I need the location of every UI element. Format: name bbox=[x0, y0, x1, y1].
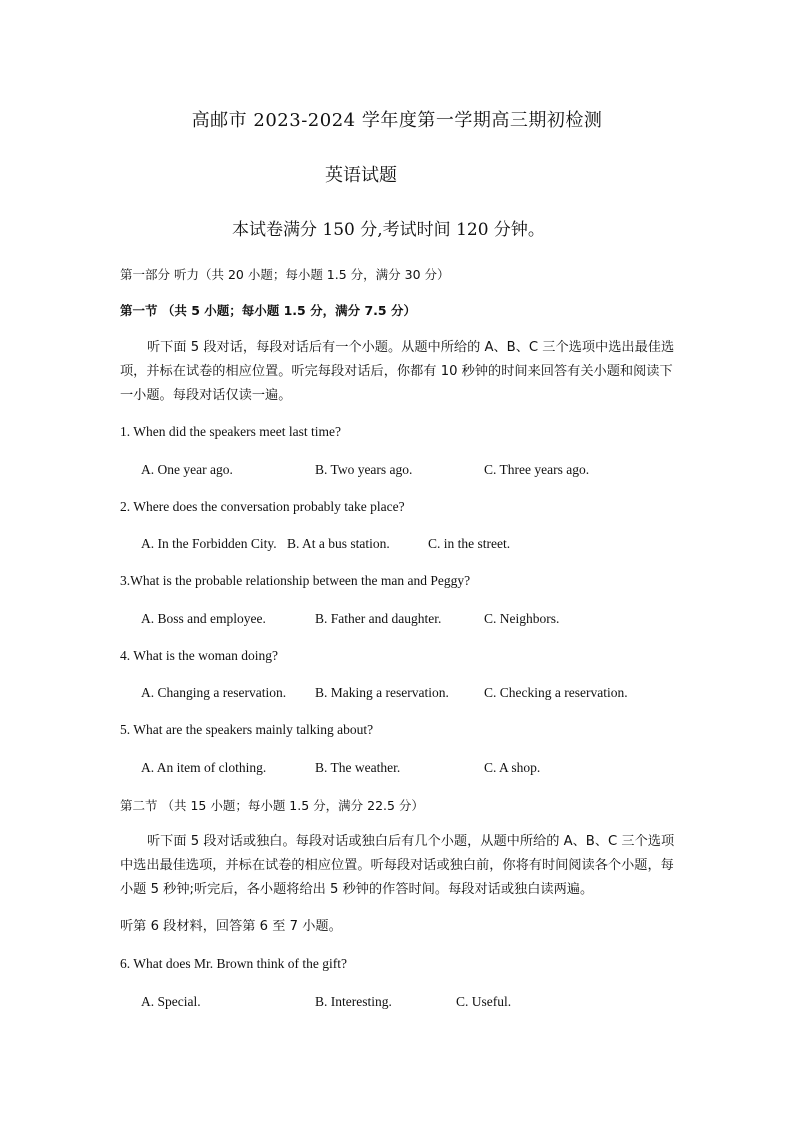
section2-heading: 第二节 （共 15 小题；每小题 1.5 分，满分 22.5 分） bbox=[120, 798, 424, 813]
q2-option-b: B. At a bus station. bbox=[287, 536, 390, 551]
q6-option-a: A. Special. bbox=[141, 994, 201, 1009]
q3-option-a: A. Boss and employee. bbox=[141, 611, 266, 626]
q1-option-a: A. One year ago. bbox=[141, 462, 233, 477]
q3-option-b: B. Father and daughter. bbox=[315, 611, 442, 626]
question-2: 2. Where does the conversation probably take place? bbox=[120, 499, 405, 514]
section1-heading: 第一节 （共 5 小题；每小题 1.5 分，满分 7.5 分） bbox=[120, 303, 416, 318]
q4-option-c: C. Checking a reservation. bbox=[484, 685, 628, 700]
exam-title: 高邮市 2023-2024 学年度第一学期高三期初检测 bbox=[191, 110, 603, 131]
question-5: 5. What are the speakers mainly talking about? bbox=[120, 722, 374, 737]
q4-option-a: A. Changing a reservation. bbox=[141, 685, 287, 700]
question-1: 1. When did the speakers meet last time? bbox=[120, 424, 341, 439]
question-6: 6. What does Mr. Brown think of the gift? bbox=[120, 956, 347, 971]
part1-heading: 第一部分 听力（共 20 小题；每小题 1.5 分，满分 30 分） bbox=[120, 267, 450, 282]
exam-meta: 本试卷满分 150 分,考试时间 120 分钟。 bbox=[232, 220, 545, 240]
q3-option-c: C. Neighbors. bbox=[484, 611, 560, 626]
section1-instructions: 听下面 5 段对话，每段对话后有一个小题。从题中所给的 A、B、C 三个选项中选出最佳选项，并标在试卷的相应位置。听完每段对话后，你都有 10 秒钟的时间来回答有关小题和阅读下一小题。每段对话仅读一遍。 bbox=[120, 340, 675, 403]
q5-option-a: A. An item of clothing. bbox=[141, 760, 267, 775]
q6-option-c: C. Useful. bbox=[456, 994, 512, 1009]
q6-option-b: B. Interesting. bbox=[315, 994, 392, 1009]
q1-option-c: C. Three years ago. bbox=[484, 462, 590, 477]
subject-title: 英语试题 bbox=[325, 165, 397, 186]
question-3: 3.What is the probable relationship between the man and Peggy? bbox=[120, 573, 471, 588]
q5-option-b: B. The weather. bbox=[315, 760, 401, 775]
q4-option-b: B. Making a reservation. bbox=[315, 685, 449, 700]
q5-option-c: C. A shop. bbox=[484, 760, 541, 775]
question-4: 4. What is the woman doing? bbox=[120, 648, 278, 663]
q2-option-c: C. in the street. bbox=[428, 536, 511, 551]
q2-option-a: A. In the Forbidden City. bbox=[141, 536, 277, 551]
material-note: 听第 6 段材料，回答第 6 至 7 小题。 bbox=[120, 919, 342, 934]
q1-option-b: B. Two years ago. bbox=[315, 462, 413, 477]
section2-instructions: 听下面 5 段对话或独白。每段对话或独白后有几个小题，从题中所给的 A、B、C 三个选项中选出最佳选项，并标在试卷的相应位置。听每段对话或独白前，你将有时间阅读各个小题，每小题 5 秒钟;听完后，各小题将给出 5 秒钟的作答时间。每段对话或独白读两遍。 bbox=[120, 834, 675, 897]
